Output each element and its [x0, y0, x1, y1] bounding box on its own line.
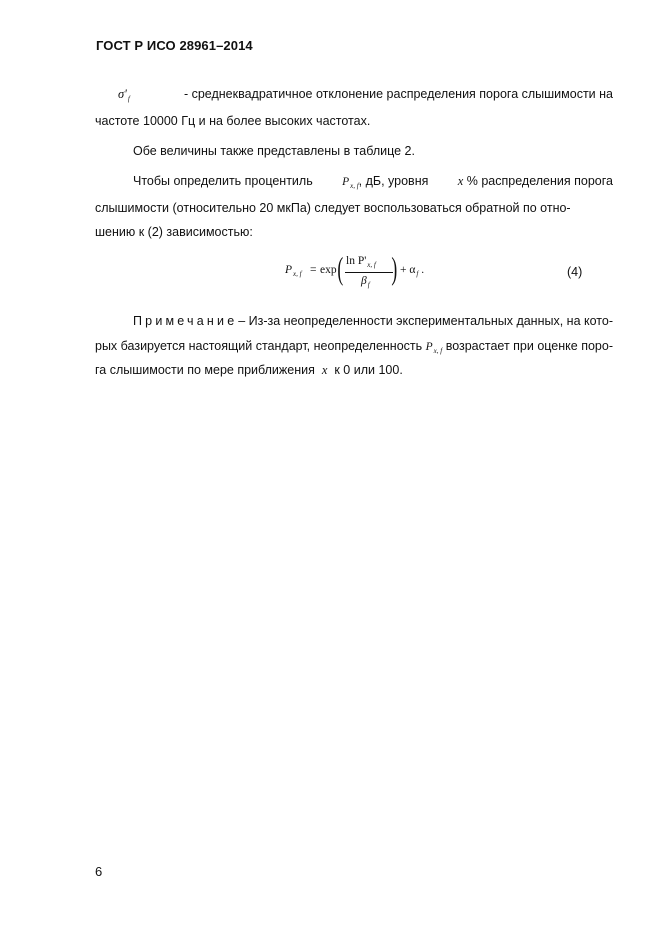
percentile-line-2: слышимости (относительно 20 мкПа) следует воспользоваться обратной по отно-	[95, 201, 571, 215]
formula-exp: exp	[320, 264, 337, 276]
note-line-2: рых базируется настоящий стандарт, неопределенность $P_{x, f}$ возрастает при оценке поро-	[95, 339, 613, 355]
formula-equals: =	[310, 264, 317, 276]
formula-4	[285, 250, 455, 296]
paragraph-table-reference: Обе величины также представлены в таблице 2.	[133, 144, 415, 158]
x-symbol: x	[457, 174, 464, 188]
equation-number: (4)	[567, 265, 583, 279]
formula-left-paren: (	[337, 250, 344, 286]
definition-symbol: $\sigma'_f$	[118, 87, 130, 103]
formula-right-paren: )	[391, 250, 398, 286]
formula-lhs: $P_{x, f}$	[285, 264, 302, 278]
percentile-symbol: $P_{x, f}$, дБ, уровня	[342, 174, 429, 190]
percentile-line-1: Чтобы определить процентиль $P_{x, f}$, дБ, уровня x % распределения порога	[133, 174, 613, 190]
formula-denominator: $\beta_f$	[361, 275, 370, 289]
formula-fraction-bar	[345, 272, 393, 273]
document-header: ГОСТ Р ИСО 28961–2014	[96, 38, 253, 53]
formula-numerator: $\ln P'_{x, f}$	[346, 255, 376, 269]
note-label: Примечание	[133, 314, 238, 328]
formula-plus-term: + $\alpha_f$ .	[400, 264, 425, 278]
note-symbol: $P_{x, f}$	[425, 341, 443, 355]
definition-line-2: частоте 10000 Гц и на более высоких частотах.	[95, 114, 371, 128]
note-line-3: га слышимости по мере приближения x к 0 или 100.	[95, 363, 403, 377]
definition-text-1: - среднеквадратичное отклонение распределения порога слышимости на	[183, 87, 613, 101]
note-x-symbol: x	[321, 363, 328, 377]
note-text-1: – Из-за неопределенности экспериментальных данных, на кото-	[238, 314, 613, 328]
note-line-1	[133, 312, 613, 330]
percentile-line-3: шению к (2) зависимостью:	[95, 225, 253, 239]
definition-line-1	[118, 85, 613, 105]
page-number: 6	[95, 864, 103, 879]
